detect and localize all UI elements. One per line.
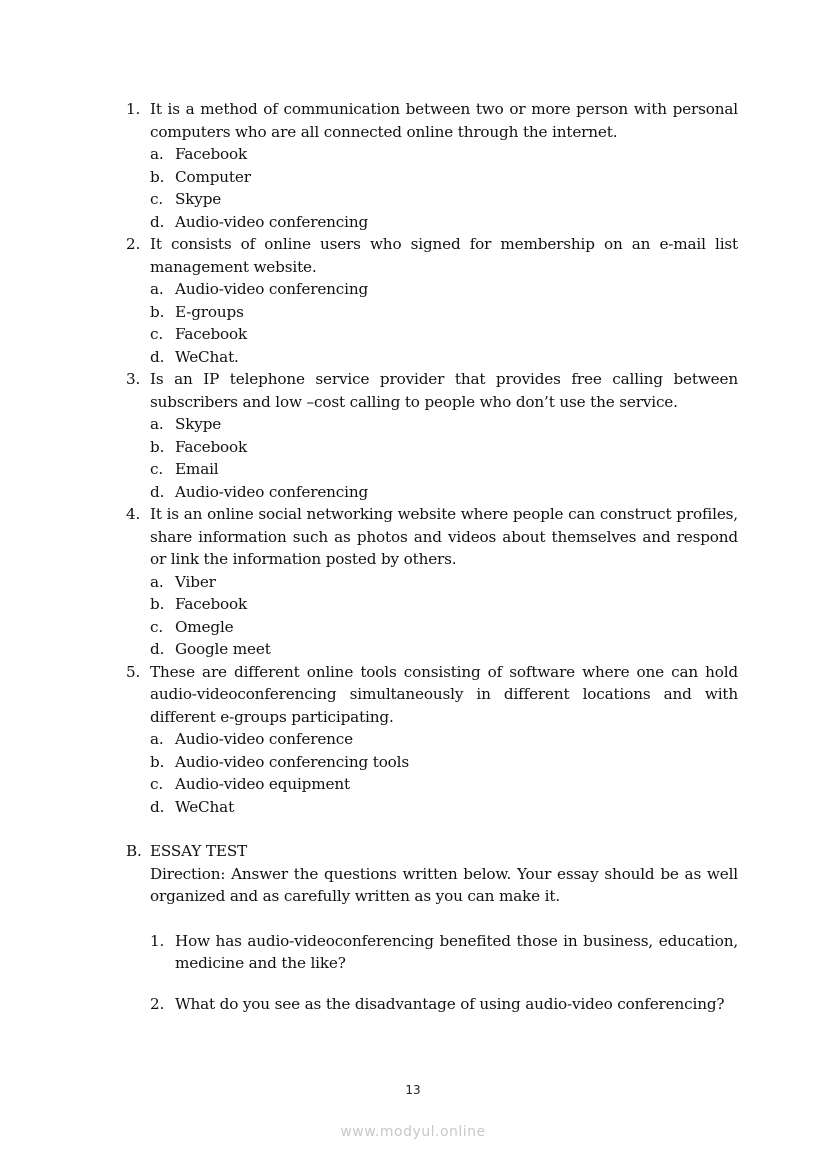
option-letter: a.	[150, 730, 164, 748]
option-item	[150, 301, 738, 324]
option-list	[150, 571, 738, 661]
question-text: It is a method of communication between two or more person with personal computers who are all connected online through the internet.	[150, 100, 738, 141]
question-number: 2.	[126, 235, 141, 253]
section-letter: B.	[126, 842, 142, 860]
option-letter: b.	[150, 595, 165, 613]
option-letter: a.	[150, 572, 164, 591]
question-number: 4.	[126, 505, 141, 523]
question-text: It consists of online users who signed for membership on an e-mail list management website.	[150, 235, 738, 276]
option-text: Audio-video conferencing	[175, 280, 369, 298]
option-letter: c.	[150, 190, 164, 208]
option-item	[150, 346, 738, 369]
option-item	[150, 571, 738, 594]
option-text: Email	[175, 460, 219, 478]
page-number: 13	[405, 1083, 421, 1097]
option-letter: d.	[150, 797, 165, 816]
option-item	[150, 616, 738, 639]
option-item	[150, 638, 738, 661]
essay-question-text: What do you see as the disadvantage of using audio-video conferencing?	[175, 994, 725, 1013]
option-letter: c.	[150, 325, 164, 343]
option-letter: d.	[150, 347, 165, 366]
option-item	[150, 211, 738, 234]
option-text: E-groups	[175, 302, 244, 321]
essay-question-number: 2.	[150, 994, 165, 1013]
option-text: Omegle	[175, 617, 234, 636]
option-item	[150, 796, 738, 819]
question-4	[126, 503, 738, 661]
option-text: Audio-video conferencing	[175, 212, 369, 231]
option-item	[150, 593, 738, 616]
option-item	[150, 166, 738, 189]
essay-test-section	[126, 840, 738, 1015]
option-text: Viber	[175, 572, 216, 591]
option-letter: c.	[150, 617, 164, 636]
option-text: Facebook	[175, 325, 248, 343]
option-letter: d.	[150, 482, 165, 501]
option-list	[150, 728, 738, 818]
question-number: 1.	[126, 100, 141, 118]
option-item	[150, 458, 738, 481]
option-letter: b.	[150, 752, 165, 771]
option-letter: d.	[150, 640, 165, 658]
option-item	[150, 413, 738, 436]
option-letter: a.	[150, 280, 164, 298]
option-text: Facebook	[175, 145, 248, 163]
option-text: Audio-video equipment	[175, 775, 350, 793]
option-item	[150, 436, 738, 459]
question-2	[126, 233, 738, 368]
essay-question-number: 1.	[150, 931, 165, 950]
option-item	[150, 773, 738, 796]
option-item	[150, 323, 738, 346]
option-text: Skype	[175, 415, 222, 433]
question-text: Is an IP telephone service provider that provides free calling between subscribers and low –cost calling to people who don’t use the service.	[150, 370, 738, 411]
multiple-choice-list	[126, 98, 738, 818]
page-content	[126, 98, 738, 1015]
option-list	[150, 278, 738, 368]
question-1	[126, 98, 738, 233]
option-text: Audio-video conference	[175, 730, 353, 748]
option-letter: d.	[150, 212, 165, 231]
option-text: Audio-video conferencing	[175, 482, 369, 501]
option-letter: a.	[150, 145, 164, 163]
question-5	[126, 661, 738, 819]
question-text: These are different online tools consisting of software where one can hold audio-videoconferencing simultaneously in different locations and with different e-groups participating.	[150, 662, 738, 726]
option-item	[150, 481, 738, 504]
option-letter: c.	[150, 460, 164, 478]
option-item	[150, 728, 738, 751]
section-title: ESSAY TEST	[150, 842, 248, 860]
option-text: WeChat	[175, 797, 235, 816]
question-number: 5.	[126, 662, 141, 681]
essay-question-1	[150, 930, 738, 975]
essay-question-list	[150, 930, 738, 1016]
option-text: Facebook	[175, 437, 248, 456]
option-letter: c.	[150, 775, 164, 793]
watermark-text: www.modyul.online	[340, 1124, 486, 1140]
option-text: Computer	[175, 167, 251, 186]
option-letter: b.	[150, 437, 165, 456]
option-letter: a.	[150, 415, 164, 433]
option-letter: b.	[150, 302, 165, 321]
essay-question-text: How has audio-videoconferencing benefited those in business, education, medicine and the like?	[175, 931, 738, 972]
option-text: Skype	[175, 190, 222, 208]
essay-direction: Direction: Answer the questions written below. Your essay should be as well organized and as carefully written as you can make it.	[150, 864, 738, 905]
essay-question-2	[150, 993, 738, 1016]
option-letter: b.	[150, 167, 165, 186]
question-number: 3.	[126, 370, 141, 388]
option-item	[150, 278, 738, 301]
option-text: Audio-video conferencing tools	[175, 752, 410, 771]
option-item	[150, 751, 738, 774]
option-text: Facebook	[175, 595, 248, 613]
question-3	[126, 368, 738, 503]
question-text: It is an online social networking website where people can construct profiles, share information such as photos and videos about themselves and respond or link the information posted by others.	[150, 505, 738, 568]
option-item	[150, 143, 738, 166]
option-list	[150, 143, 738, 233]
option-list	[150, 413, 738, 503]
option-item	[150, 188, 738, 211]
option-text: Google meet	[175, 640, 271, 658]
option-text: WeChat.	[175, 347, 239, 366]
